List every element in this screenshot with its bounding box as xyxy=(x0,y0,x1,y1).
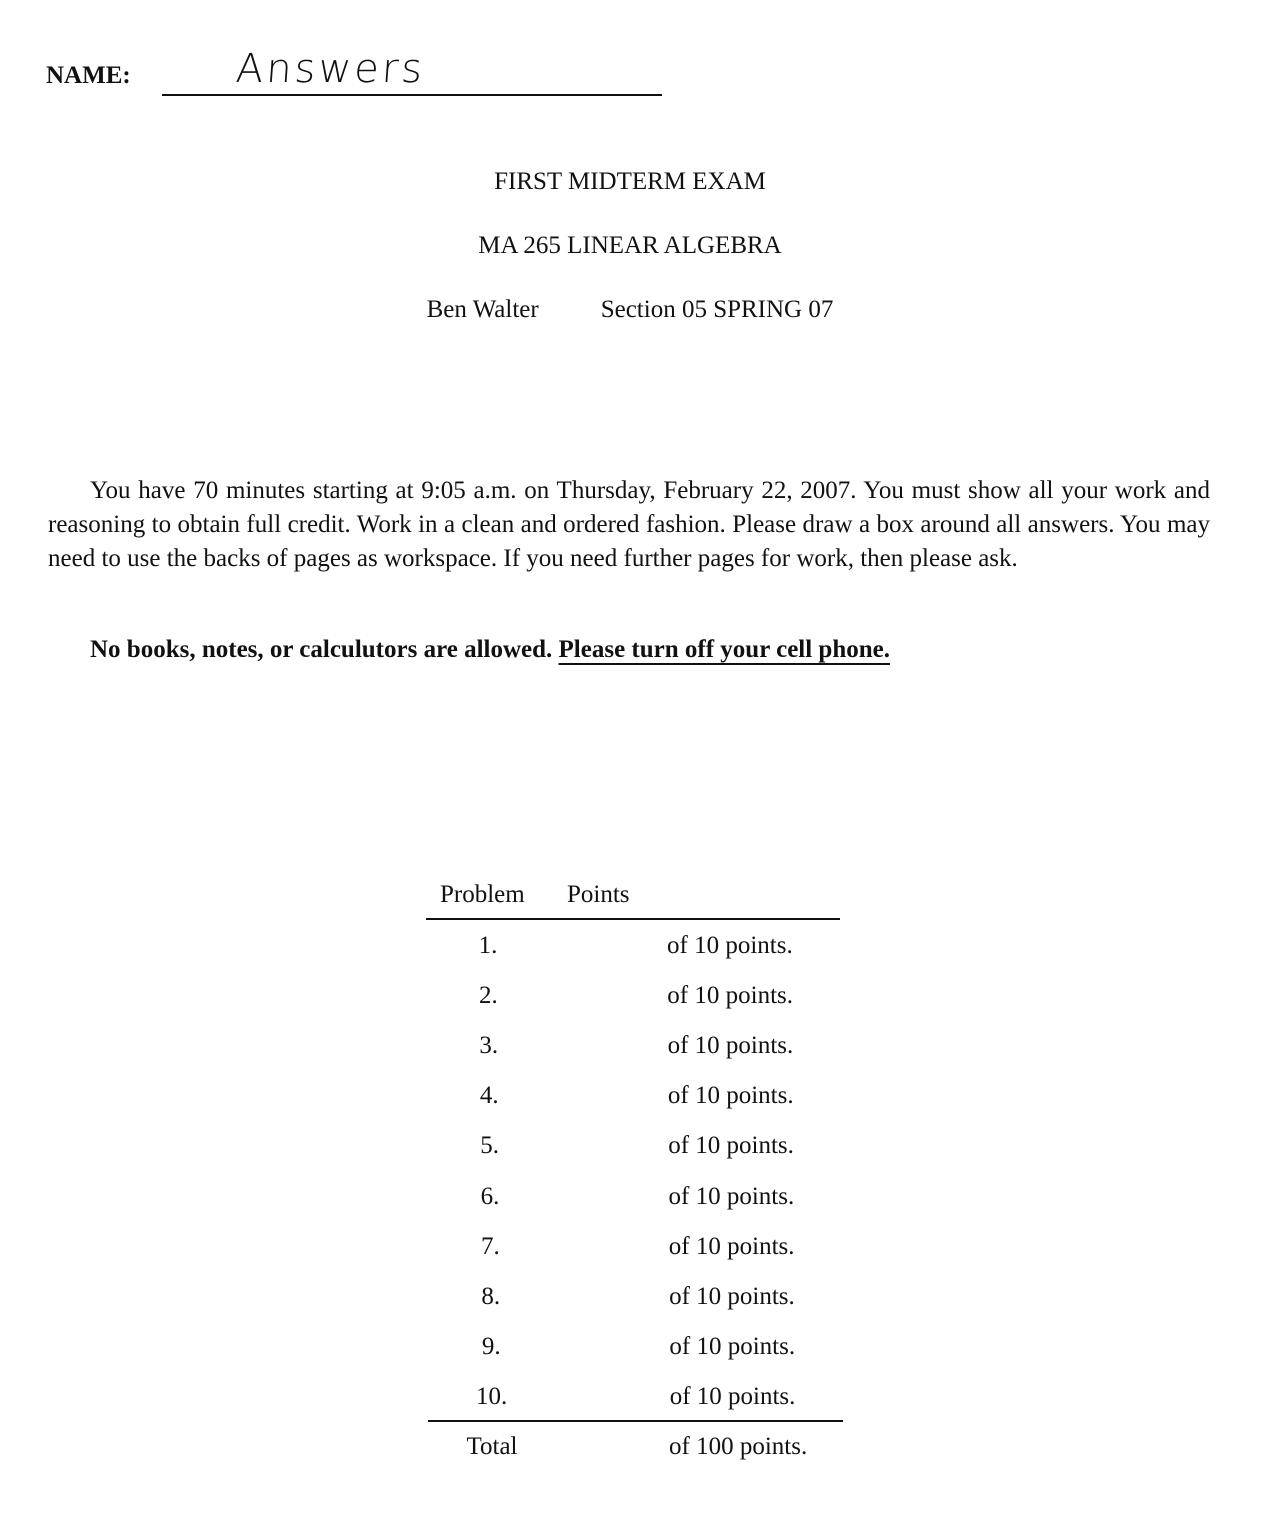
handwritten-name: Answers xyxy=(234,46,427,92)
problem-points: of 10 points. xyxy=(668,1132,794,1160)
total-label: Total xyxy=(466,1433,518,1460)
problem-number: 5. xyxy=(480,1132,499,1160)
problem-number: 2. xyxy=(479,982,498,1010)
name-label: NAME: xyxy=(46,62,131,89)
instructions-paragraph: You have 70 minutes starting at 9:05 a.m. on Thursday, February 22, 2007. You must show all your work and reasoning to obtain full credit. Work in a clean and ordered fashion. Please draw a box around all answers. You may need to use the backs of pages as workspace. If you need further pages for work, then please ask. xyxy=(48,477,1210,572)
instructor-section xyxy=(0,296,1260,324)
header-problem: Problem xyxy=(440,881,525,908)
problem-points: of 10 points. xyxy=(667,932,793,959)
course-title: MA 265 LINEAR ALGEBRA xyxy=(478,232,782,259)
problem-number: 1. xyxy=(478,932,498,959)
table-top-rule xyxy=(426,918,840,920)
problem-number: 9. xyxy=(481,1332,501,1360)
problem-number: 10. xyxy=(475,1382,508,1410)
header-points: Points xyxy=(567,881,630,908)
no-books-warning: No books, notes, or calculutors are allowed. xyxy=(90,636,553,663)
problem-points: of 10 points. xyxy=(669,1282,795,1310)
instructor-name: Ben Walter xyxy=(426,296,539,323)
problem-points: of 10 points. xyxy=(669,1332,796,1360)
problem-points: of 10 points. xyxy=(669,1382,796,1410)
warning-line xyxy=(90,636,890,664)
problem-number: 6. xyxy=(480,1182,500,1210)
problem-points: of 10 points. xyxy=(667,1032,794,1060)
exam-title: FIRST MIDTERM EXAM xyxy=(494,168,766,195)
problem-number: 7. xyxy=(481,1232,500,1260)
problem-number: 8. xyxy=(481,1282,501,1310)
problem-points: of 10 points. xyxy=(668,1182,795,1210)
section-info: Section 05 SPRING 07 xyxy=(600,296,834,323)
total-points: of 100 points. xyxy=(669,1433,808,1460)
problem-points: of 10 points. xyxy=(667,982,793,1010)
problem-number: 3. xyxy=(479,1032,499,1060)
problem-number: 4. xyxy=(479,1082,499,1110)
problem-points: of 10 points. xyxy=(667,1082,794,1110)
cell-phone-warning: Please turn off your cell phone. xyxy=(558,636,890,663)
table-bottom-rule xyxy=(428,1420,843,1422)
problem-points: of 10 points. xyxy=(668,1232,795,1260)
name-field-line xyxy=(162,94,662,96)
